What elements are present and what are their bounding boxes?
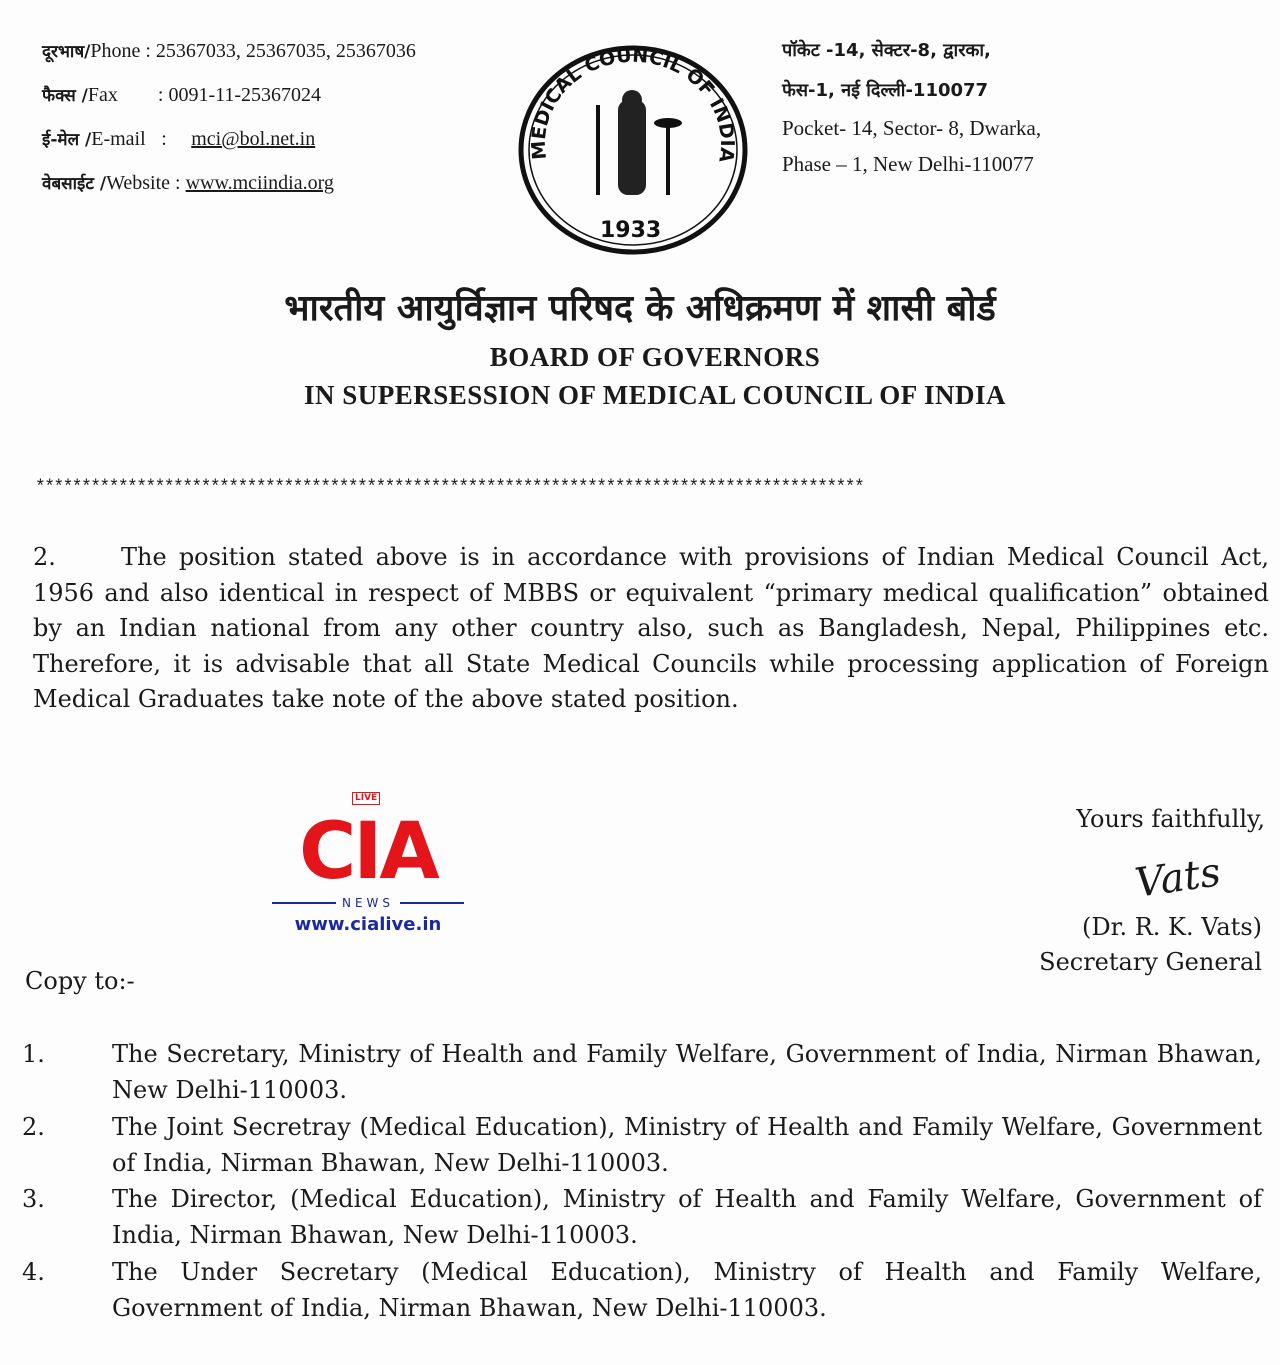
address-en-1: Pocket- 14, Sector- 8, Dwarka, [782, 116, 1042, 140]
watermark-brand: CIA [299, 807, 437, 897]
email-label-hindi: ई-मेल / [42, 130, 92, 150]
watermark-news [272, 896, 464, 910]
address-hindi-2: फेस-1, नई दिल्ली-110077 [782, 80, 989, 101]
item-number: 2. [22, 1113, 45, 1141]
fax-label-hindi: फैक्स / [42, 86, 88, 106]
cialive-watermark [272, 793, 464, 935]
salutation: Yours faithfully, [1076, 805, 1265, 833]
title-board: BOARD OF GOVERNORS [489, 342, 821, 372]
copy-to-item [22, 1037, 1262, 1108]
paragraph-text: The position stated above is in accordance with provisions of Indian Medical Council Act, 1956 and also identical in respect of MBBS or equivalent “primary medical qualification” obtained by an Indian national from any other country also, such as Bangladesh, Nepal, Philippines etc. Therefore, it is advisable that all State Medical Councils while processing application of Foreign Medical Graduates take note of the above stated position. [33, 543, 1269, 713]
copy-to-item [22, 1182, 1262, 1253]
address-en-2: Phase – 1, New Delhi-110077 [782, 152, 1034, 176]
email-label: E-mail [91, 128, 146, 150]
paragraph-number: 2. [33, 543, 56, 571]
email-sep: : [161, 128, 167, 150]
mci-seal-logo [518, 45, 748, 255]
signatory-name: (Dr. R. K. Vats) [1082, 913, 1262, 941]
website-label: Website : [106, 172, 181, 194]
item-text: The Secretary, Ministry of Health and Family Welfare, Government of India, Nirman Bhawan, New Delhi-110003. [112, 1040, 1262, 1104]
website-link[interactable]: www.mciindia.org [185, 172, 334, 194]
watermark-url: www.cialive.in [294, 914, 442, 935]
separator: ****************************************************************************************** [35, 478, 864, 498]
item-number: 4. [22, 1258, 45, 1286]
website-label-hindi: वेबसाईट / [42, 174, 107, 194]
copy-to-item [22, 1255, 1262, 1326]
fax-line [42, 74, 416, 118]
copy-to-item [22, 1110, 1262, 1181]
website-line [42, 162, 416, 206]
item-number: 1. [22, 1040, 45, 1068]
fax-value: : 0091-11-25367024 [157, 84, 322, 106]
phone-line [42, 30, 416, 74]
contact-block [42, 30, 416, 206]
item-text: The Joint Secretray (Medical Education), Ministry of Health and Family Welfare, Government of India, Nirman Bhawan, New Delhi-110003. [112, 1113, 1262, 1177]
address-block [782, 30, 1041, 182]
phone-label: Phone [90, 40, 141, 62]
email-link[interactable]: mci@bol.net.in [191, 128, 316, 150]
signatory-designation: Secretary General [1039, 948, 1262, 976]
seal-text: MEDICAL COUNCIL OF INDIA [527, 45, 739, 164]
item-number: 3. [22, 1185, 45, 1213]
title-hindi: भारतीय आयुर्विज्ञान परिषद के अधिक्रमण में शासी बोर्ड [284, 288, 996, 329]
phone-label-hindi: दूरभाष/ [42, 42, 91, 62]
title-supersession: IN SUPERSESSION OF MEDICAL COUNCIL OF INDIA [303, 380, 1007, 410]
paragraph-2 [33, 540, 1269, 718]
address-hindi-1: पॉकेट -14, सेक्टर-8, द्वारका, [782, 40, 991, 61]
seal-year: 1933 [600, 218, 662, 243]
item-text: The Director, (Medical Education), Ministry of Health and Family Welfare, Government of India, Nirman Bhawan, New Delhi-110003. [112, 1185, 1262, 1249]
watermark-badge: LIVE [352, 792, 380, 805]
signature: Vats [1132, 849, 1224, 907]
item-text: The Under Secretary (Medical Education), Ministry of Health and Family Welfare, Government of India, Nirman Bhawan, New Delhi-110003. [112, 1258, 1262, 1322]
phone-value: : 25367033, 25367035, 25367036 [145, 40, 416, 62]
copy-to-label: Copy to:- [25, 967, 135, 995]
email-line [42, 118, 416, 162]
watermark-news-text: NEWS [341, 896, 395, 910]
fax-label: Fax [87, 84, 118, 106]
